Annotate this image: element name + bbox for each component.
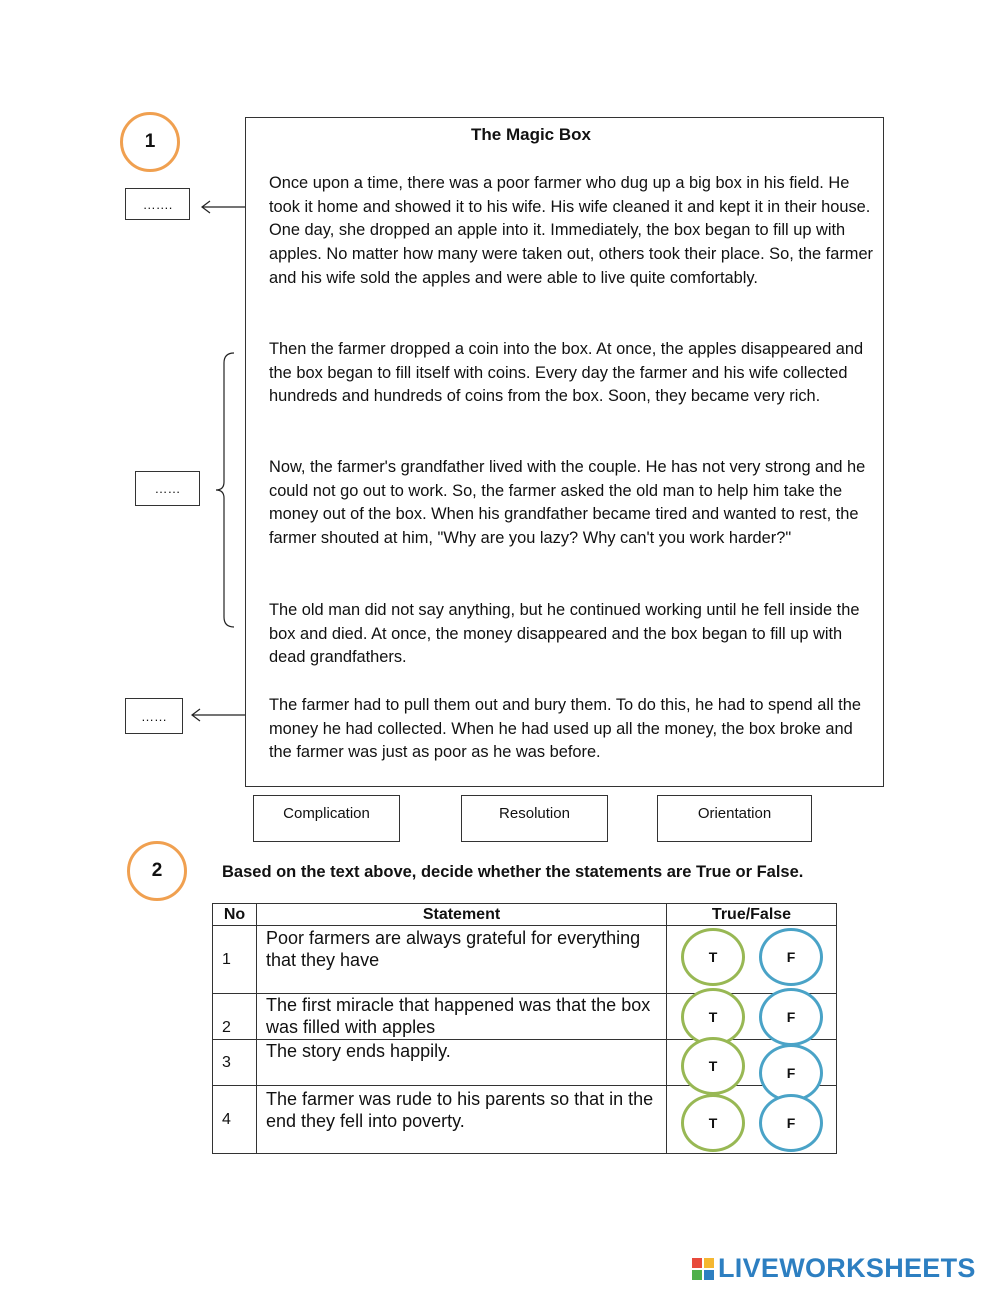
row-statement: The first miracle that happened was that the box was filled with apples [257, 994, 667, 1040]
label-orientation[interactable]: Orientation [657, 795, 812, 842]
connector-lines [180, 190, 250, 730]
false-option-row-2[interactable]: F [759, 988, 823, 1046]
answer-box-orientation[interactable] [125, 188, 190, 220]
section-number: 2 [151, 860, 163, 881]
answer-placeholder: …… [154, 481, 181, 496]
true-option-row-4[interactable]: T [681, 1094, 745, 1152]
story-paragraph: Now, the farmer's grandfather lived with the couple. He has not very strong and he could not go out to work. So, the farmer asked the old man to help him take the money out of the box. When his grandfather became tired and wanted to rest, the farmer shouted at him, "Why are you lazy? Why can't you work harder?" [269, 458, 866, 548]
section-number: 1 [144, 131, 156, 152]
header-no: No [213, 904, 257, 926]
section-number-badge [120, 112, 180, 172]
false-option-row-3[interactable]: F [759, 1044, 823, 1102]
row-number: 1 [213, 926, 257, 994]
story-paragraph: Then the farmer dropped a coin into the box. At once, the apples disappeared and the box began to fill itself with coins. Every day the farmer and his wife collected hundreds and hundreds of coins from the box. Soon, they became very rich. [269, 340, 864, 406]
story-paragraph: Once upon a time, there was a poor farmer who dug up a big box in his field. He took it home and showed it to his wife. His wife cleaned it and kept it in their house. One day, she dropped an apple into it. Immediately, the box began to fill up with apples. No matter how many were taken out, others took their place. So, the farmer and his wife sold the apples and were able to live quite comfortably. [269, 174, 874, 287]
header-statement: Statement [257, 904, 667, 926]
logo-mark-icon [692, 1258, 714, 1280]
table-header-row [213, 904, 837, 926]
false-option-row-1[interactable]: F [759, 928, 823, 986]
answer-placeholder: ……. [142, 196, 173, 212]
row-number: 4 [213, 1086, 257, 1154]
label-resolution[interactable]: Resolution [461, 795, 608, 842]
instruction-text: Based on the text above, decide whether the statements are True or False. [222, 863, 804, 881]
answer-box-resolution[interactable] [125, 698, 183, 734]
row-statement: The story ends happily. [257, 1040, 667, 1086]
story-box [245, 117, 884, 787]
true-option-row-1[interactable]: T [681, 928, 745, 986]
brace [216, 353, 234, 627]
false-option-row-4[interactable]: F [759, 1094, 823, 1152]
label-complication[interactable]: Complication [253, 795, 400, 842]
story-title: The Magic Box [471, 125, 591, 144]
true-option-row-3[interactable]: T [681, 1037, 745, 1095]
header-true-false: True/False [667, 904, 837, 926]
row-statement: Poor farmers are always grateful for everything that they have [257, 926, 667, 994]
logo-text: LIVEWORKSHEETS [718, 1253, 976, 1283]
answer-placeholder: …… [141, 708, 167, 724]
story-paragraph: The farmer had to pull them out and bury them. To do this, he had to spend all the money he had collected. When he had used up all the money, the box broke and the farmer was just as poor as he was before. [269, 696, 861, 762]
liveworksheets-logo[interactable] [692, 1253, 976, 1284]
row-number: 2 [213, 994, 257, 1040]
answer-box-complication[interactable] [135, 471, 200, 506]
row-number: 3 [213, 1040, 257, 1086]
section-number-badge [127, 841, 187, 901]
row-statement: The farmer was rude to his parents so that in the end they fell into poverty. [257, 1086, 667, 1154]
story-paragraph: The old man did not say anything, but he continued working until he fell inside the box and died. At once, the money disappeared and the box began to fill up with dead grandfathers. [269, 601, 860, 667]
true-option-row-2[interactable]: T [681, 988, 745, 1046]
